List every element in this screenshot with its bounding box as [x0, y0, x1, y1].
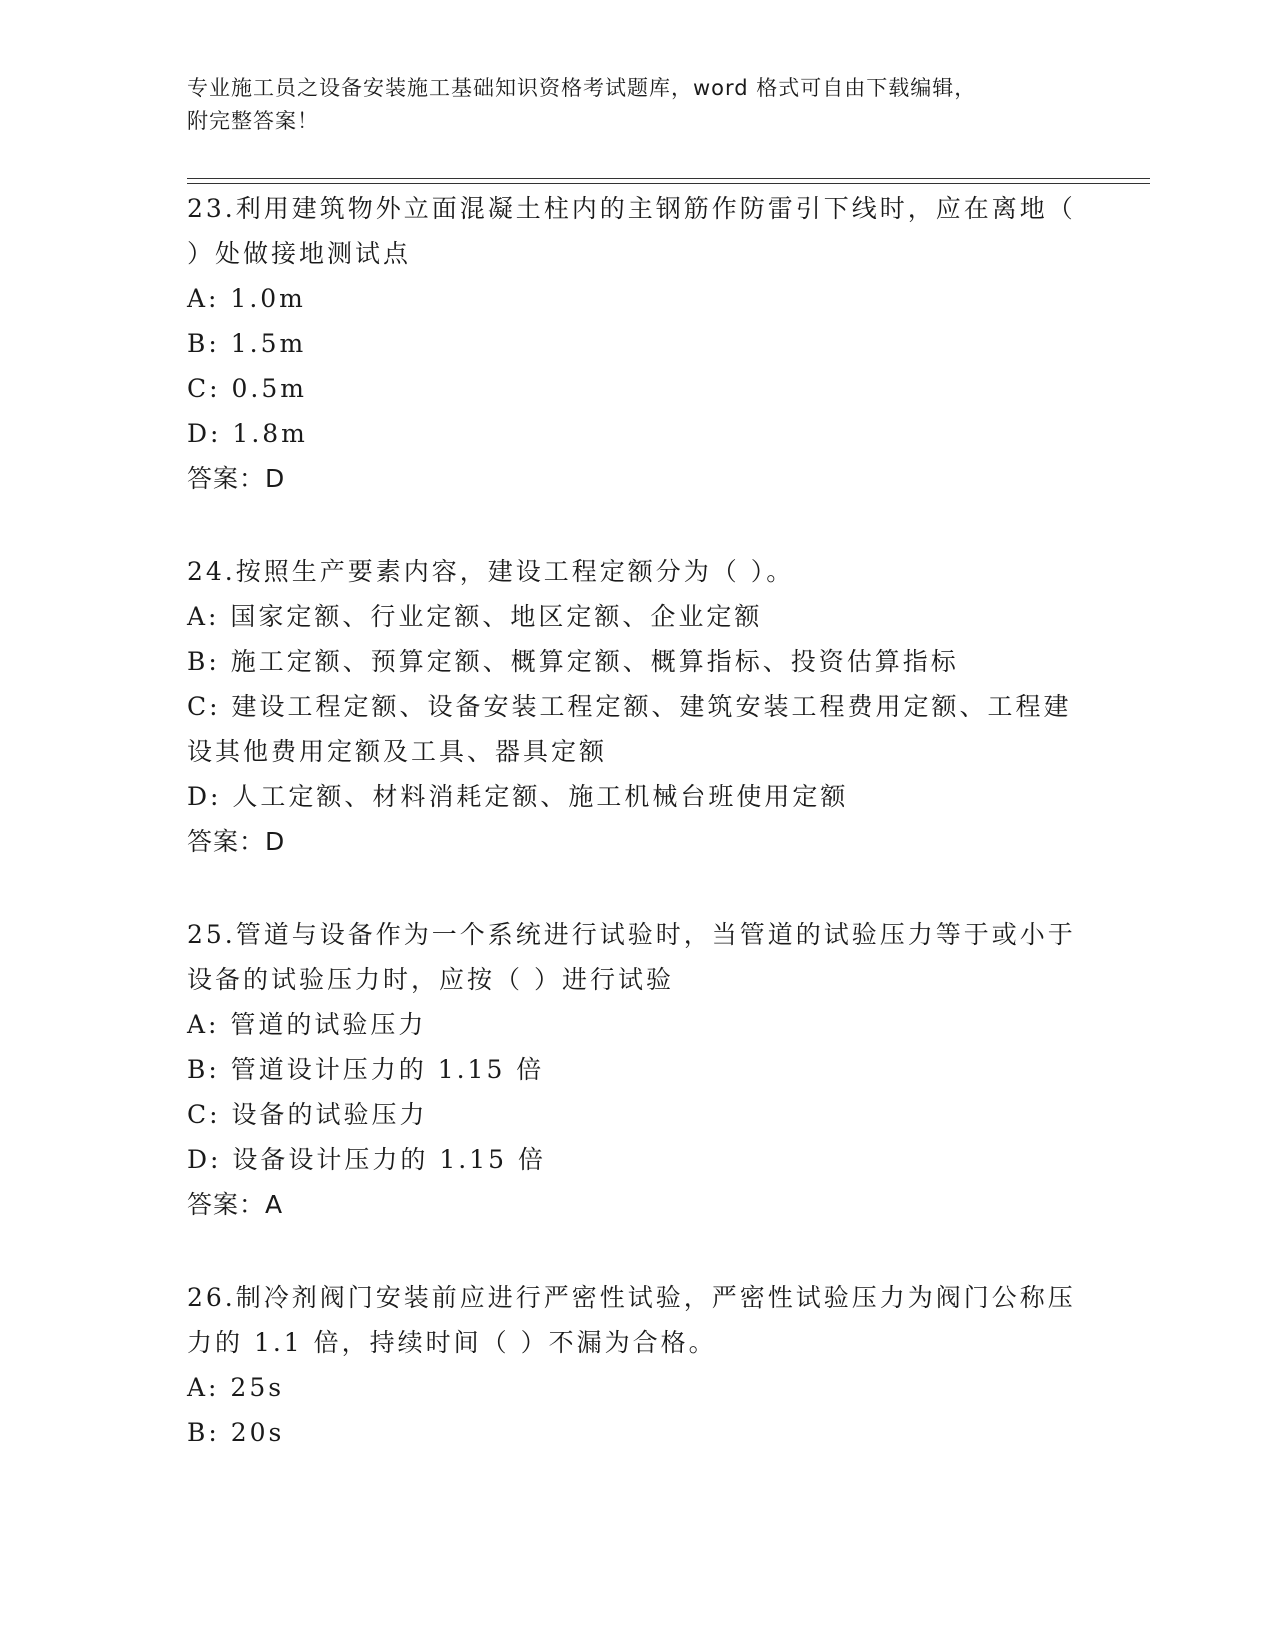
option-c: C: 设备的试验压力	[187, 1100, 428, 1129]
question-23	[187, 186, 1087, 501]
option-d: D: 设备设计压力的 1.15 倍	[187, 1145, 546, 1174]
header-line-2: 附完整答案！	[187, 109, 319, 133]
header-divider-bottom	[187, 183, 1150, 184]
option-b: B: 20s	[187, 1418, 285, 1447]
question-stem: 24.按照生产要素内容，建设工程定额分为（ ）。	[187, 557, 795, 586]
question-24	[187, 549, 1087, 864]
option-a: A: 1.0m	[187, 284, 306, 313]
option-a: A: 管道的试验压力	[187, 1010, 427, 1039]
header-divider-top	[187, 178, 1150, 179]
question-list	[187, 186, 1087, 1503]
question-25	[187, 912, 1087, 1227]
option-d: D: 1.8m	[187, 419, 308, 448]
answer-label: 答案：D	[187, 827, 286, 856]
answer-label: 答案：A	[187, 1190, 284, 1219]
answer-label: 答案：D	[187, 464, 286, 493]
question-stem: 23.利用建筑物外立面混凝土柱内的主钢筋作防雷引下线时，应在离地（ ）处做接地测试点	[187, 194, 1076, 268]
option-c: C: 建设工程定额、设备安装工程定额、建筑安装工程费用定额、工程建设其他费用定额及工具、器具定额	[187, 692, 1072, 766]
option-c: C: 0.5m	[187, 374, 307, 403]
question-stem: 25.管道与设备作为一个系统进行试验时，当管道的试验压力等于或小于设备的试验压力时，应按（ ）进行试验	[187, 920, 1076, 994]
header-line-1: 专业施工员之设备安装施工基础知识资格考试题库，word 格式可自由下载编辑，	[187, 76, 977, 100]
option-b: B: 管道设计压力的 1.15 倍	[187, 1055, 545, 1084]
option-a: A: 25s	[187, 1373, 285, 1402]
question-26	[187, 1275, 1087, 1455]
question-stem: 26.制冷剂阀门安装前应进行严密性试验，严密性试验压力为阀门公称压力的 1.1 倍，持续时间（ ）不漏为合格。	[187, 1283, 1076, 1357]
option-b: B: 施工定额、预算定额、概算定额、概算指标、投资估算指标	[187, 647, 959, 676]
option-d: D: 人工定额、材料消耗定额、施工机械台班使用定额	[187, 782, 849, 811]
option-b: B: 1.5m	[187, 329, 307, 358]
option-a: A: 国家定额、行业定额、地区定额、企业定额	[187, 602, 763, 631]
document-header	[187, 72, 1087, 138]
